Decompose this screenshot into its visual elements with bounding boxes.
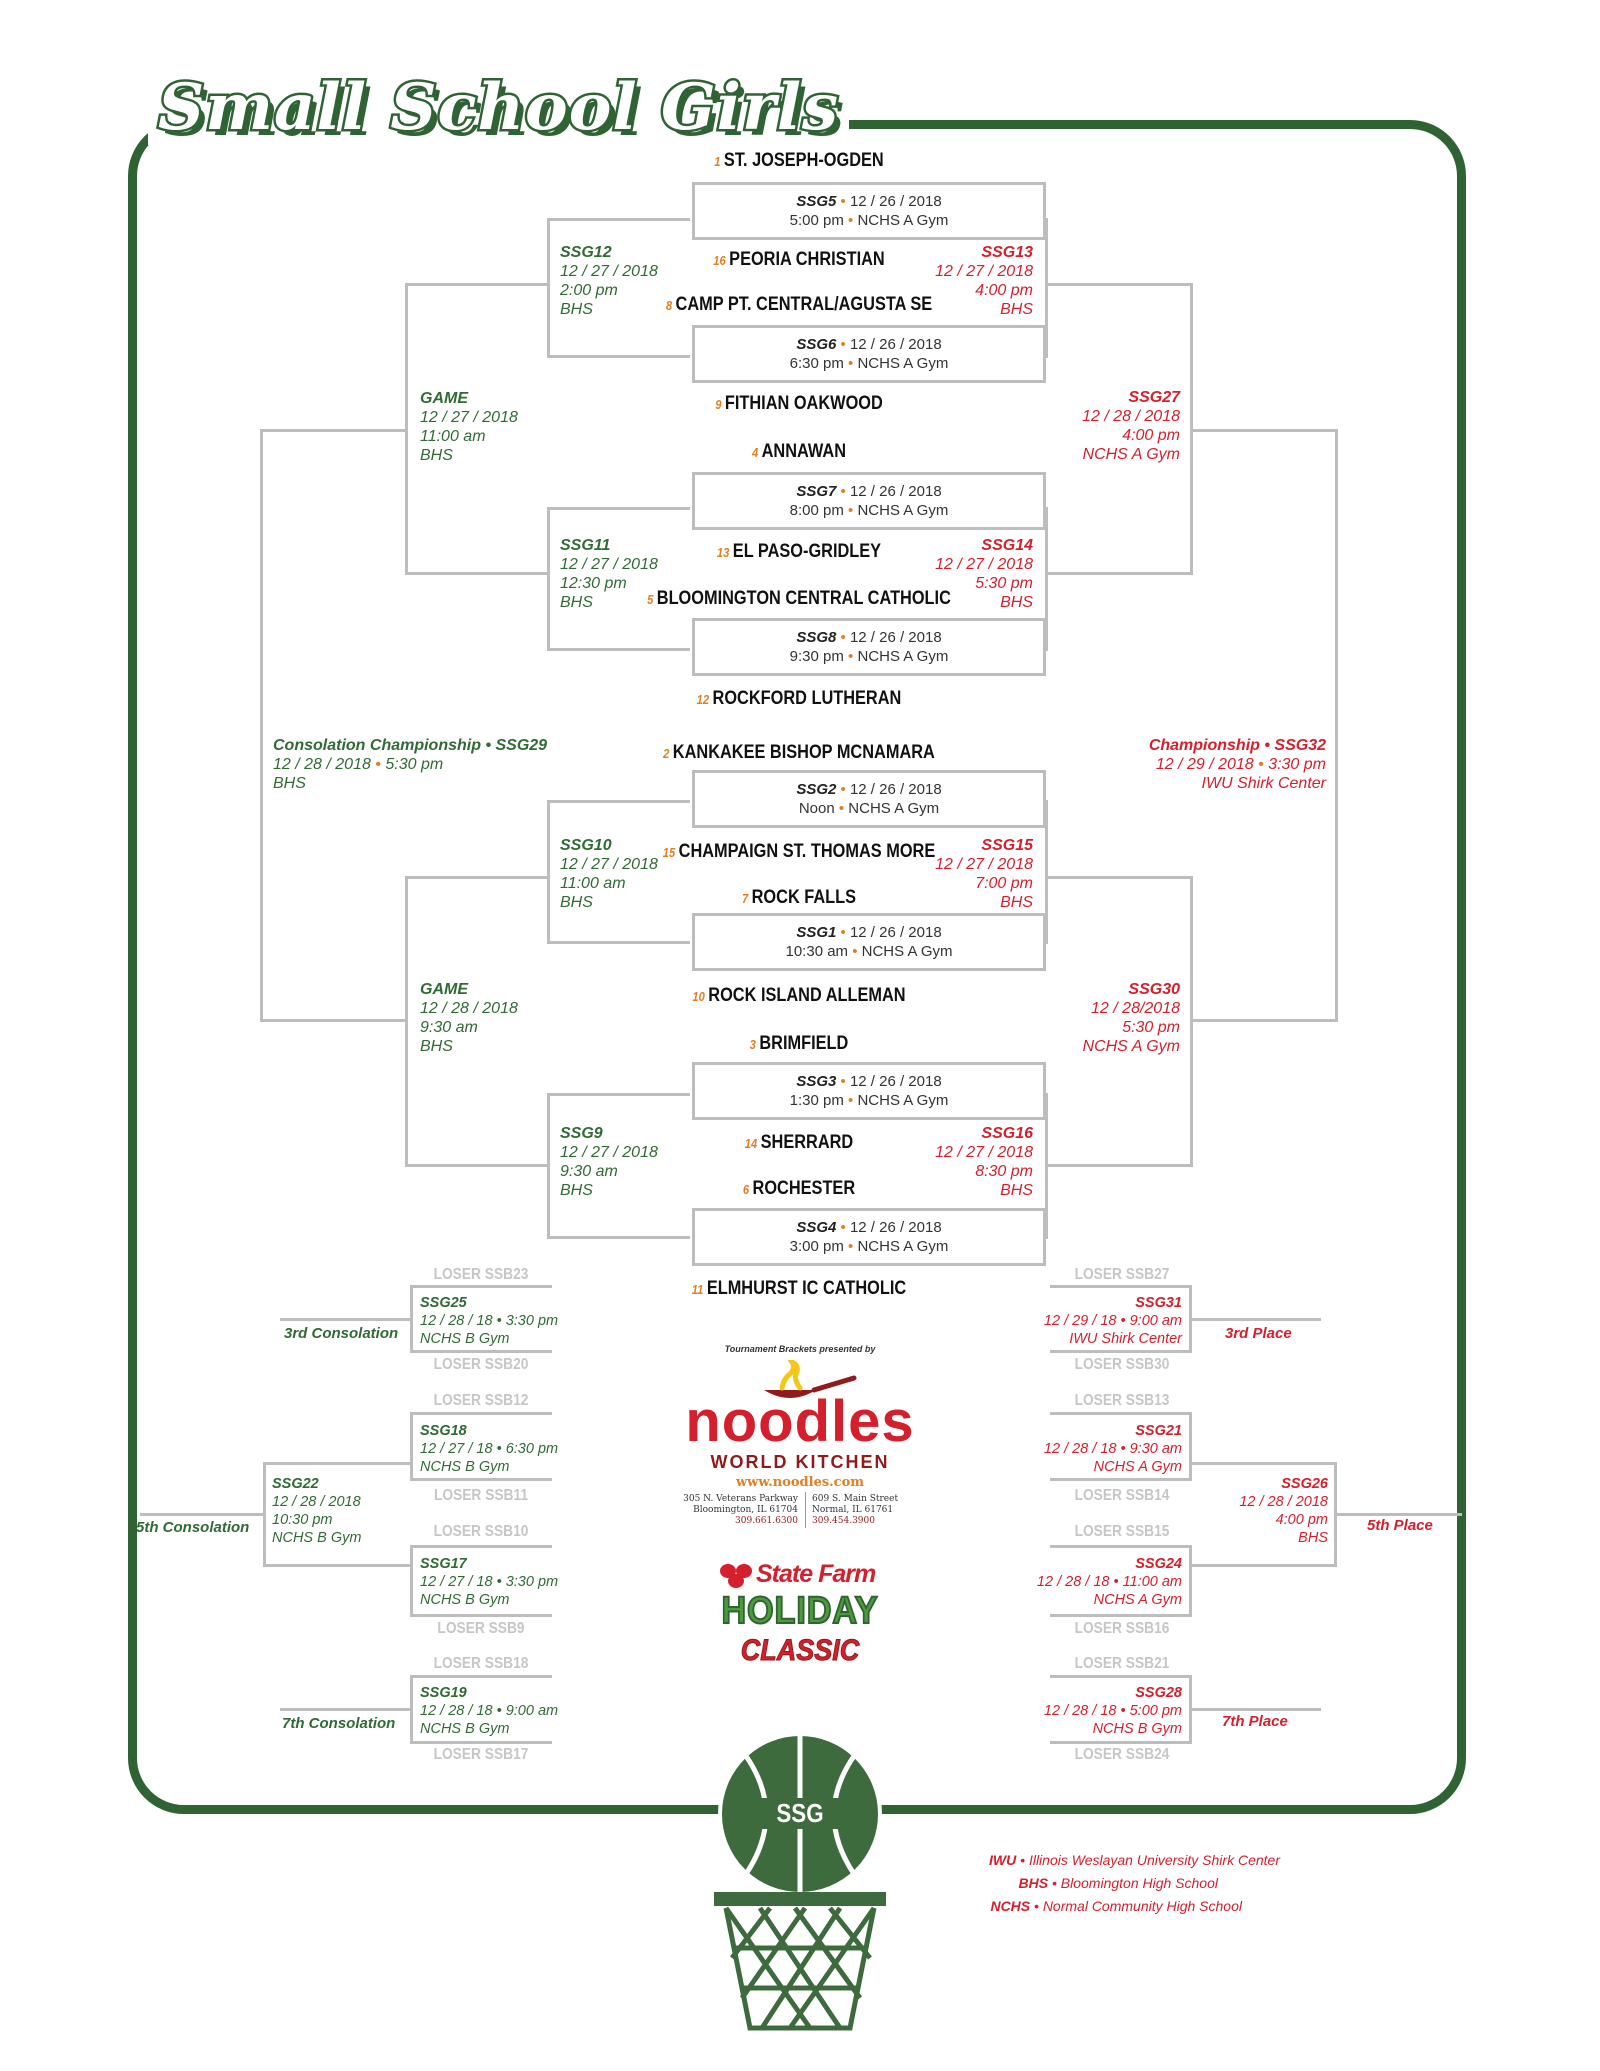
loser-label: LOSER SSB10 (433, 1523, 529, 1540)
line (410, 1350, 552, 1353)
loser-label: LOSER SSB15 (1074, 1523, 1170, 1540)
line (410, 1675, 552, 1678)
team-name: 16 PEORIA CHRISTIAN (713, 249, 885, 270)
game-info-championship: Championship • SSG32 12 / 29 / 2018 • 3:30 pm IWU Shirk Center (1148, 737, 1326, 792)
game-site: NCHS A Gym (857, 1238, 949, 1255)
loser-label: LOSER SSB24 (1074, 1746, 1170, 1763)
game-info-ssg15: SSG15 12 / 27 / 2018 7:00 pm BHS (935, 837, 1033, 911)
legend-item: IWU • Illinois Weslayan University Shirk Center (989, 1852, 1280, 1868)
ball-label: SSG (731, 1798, 869, 1829)
game-time: Noon (798, 800, 835, 817)
sponsor-presented-by: Tournament Brackets presented by (724, 1344, 876, 1354)
game-info-ssg13: SSG13 12 / 27 / 2018 4:00 pm BHS (935, 244, 1033, 318)
line (1050, 1614, 1192, 1617)
game-info-ssg19: SSG19 12 / 28 / 18 • 9:00 am NCHS B Gym (420, 1685, 559, 1737)
game-box-ssg8: SSG8 • 12 / 26 / 2018 9:30 pm • NCHS A Gym (692, 618, 1046, 676)
team-name: 15 CHAMPAIGN ST. THOMAS MORE (662, 841, 936, 862)
statefarm-logo: State Farm (756, 1560, 876, 1588)
game-info-ssg11: SSG11 12 / 27 / 2018 12:30 pm BHS (560, 537, 658, 611)
loser-label: LOSER SSB23 (433, 1266, 529, 1283)
game-site: NCHS A Gym (848, 800, 940, 817)
loser-label: LOSER SSB12 (433, 1392, 529, 1409)
loser-label: LOSER SSB11 (433, 1487, 529, 1504)
line (547, 648, 690, 651)
team-name: 7 ROCK FALLS (741, 887, 857, 908)
team-name: 1 ST. JOSEPH-OGDEN (714, 150, 884, 171)
game-box-ssg1: SSG1 • 12 / 26 / 2018 10:30 am • NCHS A Gym (692, 913, 1046, 971)
line (260, 429, 406, 432)
line (1189, 1545, 1192, 1617)
game-date: 12 / 26 / 2018 (849, 193, 942, 210)
line (547, 1236, 690, 1239)
loser-label: LOSER SSB18 (433, 1655, 529, 1672)
line (1334, 1513, 1462, 1516)
game-date: 12 / 26 / 2018 (849, 781, 942, 798)
sponsor-address-2: 609 S. Main Street Normal, IL 61761 309.454.3900 (812, 1494, 899, 1526)
line (547, 355, 690, 358)
line (1045, 283, 1193, 286)
game-date: 12 / 26 / 2018 (849, 924, 942, 941)
loser-label: LOSER SSB17 (433, 1746, 529, 1763)
line (260, 1019, 406, 1022)
placement-label: 5th Place (1367, 1517, 1433, 1534)
loser-label: LOSER SSB13 (1074, 1392, 1170, 1409)
line (1190, 429, 1338, 432)
line (263, 1462, 411, 1465)
line (547, 941, 690, 944)
team-name: 13 EL PASO-GRIDLEY (716, 541, 882, 562)
game-box-ssg5: SSG5 • 12 / 26 / 2018 5:00 pm • NCHS A Gym (692, 182, 1046, 240)
line (1189, 1564, 1337, 1567)
noodles-sublogo: WORLD KITCHEN (710, 1452, 890, 1472)
game-info-ssg21: SSG21 12 / 28 / 18 • 9:30 am NCHS A Gym (1043, 1423, 1182, 1475)
line (405, 876, 548, 879)
line (1189, 1708, 1321, 1711)
legend-item: BHS • Bloomington High School (1018, 1875, 1218, 1891)
line (410, 1545, 413, 1617)
team-name: 5 BLOOMINGTON CENTRAL CATHOLIC (647, 588, 951, 609)
sponsor-address-1: 305 N. Veterans Parkway Bloomington, IL 61704 309.661.6300 (683, 1494, 798, 1526)
loser-label: LOSER SSB30 (1074, 1356, 1170, 1373)
line (405, 283, 548, 286)
game-site: NCHS A Gym (861, 943, 953, 960)
game-time: 9:30 pm (789, 648, 844, 665)
line (547, 800, 690, 803)
divider (805, 1492, 806, 1528)
game-info-ssg10: SSG10 12 / 27 / 2018 11:00 am BHS (560, 837, 658, 911)
line (410, 1614, 552, 1617)
game-date: 12 / 26 / 2018 (849, 1073, 942, 1090)
game-date: 12 / 26 / 2018 (849, 336, 942, 353)
line (1050, 1675, 1192, 1678)
line (547, 218, 690, 221)
game-id: SSG5 (796, 193, 837, 210)
game-site: NCHS A Gym (857, 355, 949, 372)
line (280, 1318, 411, 1321)
line (1190, 1019, 1338, 1022)
statefarm-icon (718, 1562, 754, 1588)
line (410, 1285, 552, 1288)
team-name: 6 ROCHESTER (742, 1178, 856, 1199)
line (1335, 429, 1338, 1022)
team-name: 4 ANNAWAN (751, 441, 847, 462)
game-time: 6:30 pm (789, 355, 844, 372)
line (140, 1513, 264, 1516)
sponsor-url[interactable]: www.noodles.com (735, 1475, 865, 1490)
game-info-ssg18: SSG18 12 / 27 / 18 • 6:30 pm NCHS B Gym (420, 1423, 559, 1475)
line (410, 1545, 552, 1548)
line (1050, 1741, 1192, 1744)
line (410, 1478, 552, 1481)
game-date: 12 / 26 / 2018 (849, 629, 942, 646)
game-info-ssg9: SSG9 12 / 27 / 2018 9:30 am BHS (560, 1125, 658, 1199)
line (1050, 1350, 1192, 1353)
game-info-consolation-semifinal-top: GAME 12 / 27 / 2018 11:00 am BHS (420, 390, 518, 464)
line (1045, 572, 1193, 575)
game-time: 10:30 am (785, 943, 849, 960)
holiday-logo: HOLIDAY (721, 1590, 879, 1632)
line (547, 218, 550, 358)
game-box-ssg7: SSG7 • 12 / 26 / 2018 8:00 pm • NCHS A Gym (692, 472, 1046, 530)
game-info-ssg24: SSG24 12 / 28 / 18 • 11:00 am NCHS A Gym (1036, 1556, 1182, 1608)
game-id: SSG7 (796, 483, 837, 500)
game-info-ssg17: SSG17 12 / 27 / 18 • 3:30 pm NCHS B Gym (420, 1556, 559, 1608)
game-info-ssg28: SSG28 12 / 28 / 18 • 5:00 pm NCHS B Gym (1043, 1685, 1182, 1737)
game-time: 1:30 pm (789, 1092, 844, 1109)
loser-label: LOSER SSB20 (433, 1356, 529, 1373)
placement-label: 3rd Consolation (284, 1325, 399, 1342)
basketball-hoop-icon (700, 1728, 900, 2058)
game-info-ssg25: SSG25 12 / 28 / 18 • 3:30 pm NCHS B Gym (420, 1295, 559, 1347)
line (280, 1708, 411, 1711)
game-info-ssg31: SSG31 12 / 29 / 18 • 9:00 am IWU Shirk Center (1043, 1295, 1182, 1347)
game-info-consolation-championship: Consolation Championship • SSG29 12 / 28 / 2018 • 5:30 pm BHS (273, 737, 548, 792)
game-date: 12 / 26 / 2018 (849, 1219, 942, 1236)
game-time: 5:00 pm (789, 212, 844, 229)
game-date: 12 / 26 / 2018 (849, 483, 942, 500)
game-info-ssg14: SSG14 12 / 27 / 2018 5:30 pm BHS (935, 537, 1033, 611)
game-info-consolation-semifinal-bottom: GAME 12 / 28 / 2018 9:30 am BHS (420, 981, 518, 1055)
loser-label: LOSER SSB27 (1074, 1266, 1170, 1283)
game-time: 8:00 pm (789, 502, 844, 519)
team-name: 3 BRIMFIELD (749, 1033, 849, 1054)
game-info-ssg27: SSG27 12 / 28 / 2018 4:00 pm NCHS A Gym (1082, 389, 1180, 463)
line (263, 1564, 411, 1567)
team-name: 10 ROCK ISLAND ALLEMAN (692, 985, 906, 1006)
line (1045, 1164, 1193, 1167)
noodles-logo: noodles (685, 1389, 915, 1454)
team-name: 14 SHERRARD (744, 1132, 854, 1153)
line (1050, 1545, 1192, 1548)
team-name: 9 FITHIAN OAKWOOD (715, 393, 883, 414)
game-id: SSG1 (796, 924, 837, 941)
game-box-ssg4: SSG4 • 12 / 26 / 2018 3:00 pm • NCHS A Gym (692, 1208, 1046, 1266)
game-time: 3:00 pm (789, 1238, 844, 1255)
game-id: SSG3 (796, 1073, 837, 1090)
game-id: SSG8 (796, 629, 837, 646)
loser-label: LOSER SSB9 (437, 1620, 525, 1637)
team-name: 11 ELMHURST IC CATHOLIC (691, 1278, 907, 1299)
game-id: SSG2 (796, 781, 837, 798)
line (410, 1741, 552, 1744)
line (547, 800, 550, 944)
game-site: NCHS A Gym (857, 1092, 949, 1109)
line (1050, 1478, 1192, 1481)
line (410, 1412, 552, 1415)
line (547, 1093, 690, 1096)
line (1050, 1412, 1192, 1415)
loser-label: LOSER SSB21 (1074, 1655, 1170, 1672)
line (1189, 1318, 1321, 1321)
game-site: NCHS A Gym (857, 212, 949, 229)
placement-label: 3rd Place (1225, 1325, 1292, 1342)
placement-label: 5th Consolation (136, 1519, 250, 1536)
game-info-ssg22: SSG22 12 / 28 / 2018 10:30 pm NCHS B Gym (272, 1476, 362, 1546)
game-box-ssg6: SSG6 • 12 / 26 / 2018 6:30 pm • NCHS A Gym (692, 325, 1046, 383)
line (1189, 1462, 1337, 1465)
team-name: 12 ROCKFORD LUTHERAN (696, 688, 902, 709)
page-title: Small School Girls (148, 70, 849, 145)
line (1050, 1285, 1192, 1288)
line (547, 507, 550, 651)
line (1189, 1412, 1192, 1481)
game-id: SSG6 (796, 336, 837, 353)
placement-label: 7th Place (1222, 1713, 1288, 1730)
game-info-ssg26: SSG26 12 / 28 / 2018 4:00 pm BHS (1239, 1476, 1328, 1546)
line (1045, 876, 1193, 879)
game-id: SSG4 (796, 1219, 837, 1236)
line (410, 1412, 413, 1481)
line (405, 1164, 548, 1167)
game-box-ssg2: SSG2 • 12 / 26 / 2018 Noon • NCHS A Gym (692, 770, 1046, 828)
game-box-ssg3: SSG3 • 12 / 26 / 2018 1:30 pm • NCHS A Gym (692, 1062, 1046, 1120)
team-name: 2 KANKAKEE BISHOP MCNAMARA (663, 742, 935, 763)
line (260, 429, 263, 1022)
loser-label: LOSER SSB16 (1074, 1620, 1170, 1637)
placement-label: 7th Consolation (282, 1715, 396, 1732)
line (547, 507, 690, 510)
game-info-ssg12: SSG12 12 / 27 / 2018 2:00 pm BHS (560, 244, 658, 318)
team-name: 8 CAMP PT. CENTRAL/AGUSTA SE (665, 294, 933, 315)
legend-item: NCHS • Normal Community High School (990, 1898, 1242, 1914)
classic-logo: CLASSIC (740, 1634, 860, 1667)
game-site: NCHS A Gym (857, 648, 949, 665)
game-site: NCHS A Gym (857, 502, 949, 519)
line (405, 572, 548, 575)
game-info-ssg30: SSG30 12 / 28/2018 5:30 pm NCHS A Gym (1082, 981, 1180, 1055)
loser-label: LOSER SSB14 (1074, 1487, 1170, 1504)
game-info-ssg16: SSG16 12 / 27 / 2018 8:30 pm BHS (935, 1125, 1033, 1199)
